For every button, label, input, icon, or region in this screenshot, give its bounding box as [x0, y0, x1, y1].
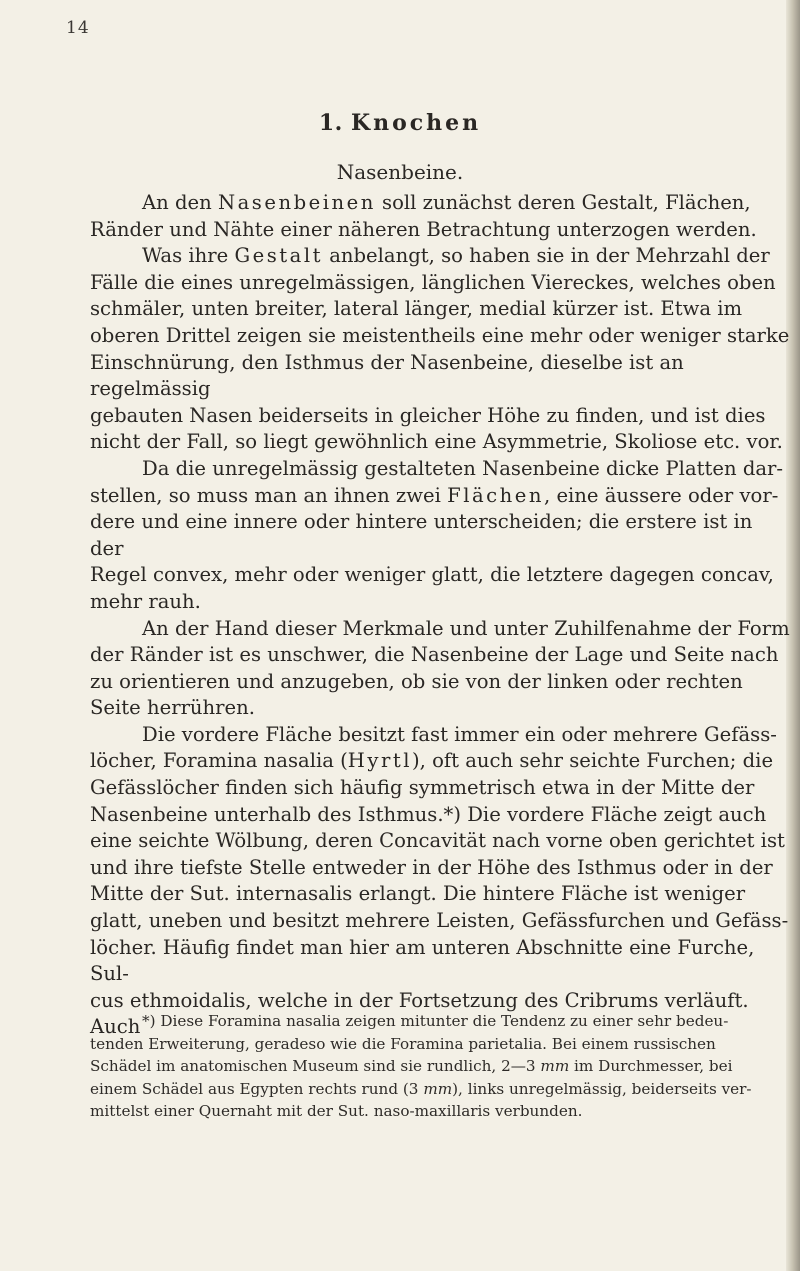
- footnotes: [90, 1010, 790, 1123]
- text-run: der Ränder ist es unschwer, die Nasenbeine der Lage und Seite nach: [90, 643, 779, 667]
- text-line: [90, 190, 790, 217]
- text-run: An den: [142, 191, 218, 214]
- text-line: [90, 775, 790, 802]
- text-line: [90, 828, 790, 855]
- text-run: dere und eine innere oder hintere unterscheiden; die erstere ist in der: [90, 510, 753, 560]
- paragraph: [90, 722, 790, 1041]
- section-title: Knochen: [350, 110, 482, 136]
- text-line: [90, 1033, 790, 1056]
- page-number: 14: [66, 18, 90, 38]
- text-line: [90, 935, 790, 988]
- section-number: 1.: [318, 110, 343, 136]
- text-line: [90, 589, 790, 616]
- text-run: mittelst einer Quernaht mit der Sut. naso-maxillaris verbunden.: [90, 1102, 583, 1121]
- text-line: [90, 881, 790, 908]
- italic-unit: mm: [423, 1079, 453, 1098]
- text-line: [90, 270, 790, 297]
- text-line: [90, 483, 790, 510]
- text-run: cus ethmoidalis, welche in der Fortsetzung des Cribrums verläuft. Auch: [90, 988, 749, 1039]
- paragraph: [90, 243, 790, 456]
- text-run: Die vordere Fläche besitzt fast immer ein oder mehrere Gefäss-: [142, 722, 777, 746]
- text-run: im Durchmesser, bei: [569, 1057, 733, 1076]
- text-line: [90, 1055, 790, 1078]
- text-run: Fälle die eines unregelmässigen, länglichen Viereckes, welches oben: [90, 270, 776, 294]
- text-run: Seite herrühren.: [90, 696, 255, 720]
- text-line: [90, 722, 790, 749]
- text-run: Was ihre: [142, 244, 235, 268]
- text-line: [90, 1078, 790, 1101]
- text-line: [90, 456, 790, 483]
- text-line: [90, 1100, 790, 1123]
- text-run: ), oft auch sehr seichte Furchen; die: [411, 749, 774, 773]
- text-run: glatt, uneben und besitzt mehrere Leisten, Gefässfurchen und Gefäss-: [90, 909, 789, 933]
- text-run: Ränder und Nähte einer näheren Betrachtung unterzogen werden.: [90, 217, 757, 241]
- text-line: [90, 695, 790, 722]
- body-text: [90, 190, 790, 1041]
- text-line: [90, 323, 790, 350]
- text-line: [90, 403, 790, 430]
- paragraph: [90, 190, 790, 243]
- spaced-emphasis: Flächen: [447, 483, 544, 507]
- text-line: [90, 509, 790, 562]
- text-run: ), links unregelmässig, beiderseits ver-: [452, 1079, 752, 1098]
- text-line: [90, 243, 790, 270]
- text-run: mehr rauh.: [90, 589, 201, 613]
- text-run: Mitte der Sut. internasalis erlangt. Die hintere Fläche ist weniger: [90, 882, 746, 906]
- text-line: [90, 748, 790, 775]
- text-line: [90, 217, 790, 244]
- text-line: [90, 855, 790, 882]
- text-line: [90, 616, 790, 643]
- text-run: löcher. Häufig findet man hier am unteren Abschnitte eine Furche, Sul-: [90, 935, 755, 986]
- text-run: , eine äussere oder vor-: [543, 483, 779, 507]
- text-run: oberen Drittel zeigen sie meistentheils eine mehr oder weniger starke: [90, 323, 790, 347]
- text-run: schmäler, unten breiter, lateral länger, medial kürzer ist. Etwa im: [90, 297, 743, 321]
- text-run: Nasenbeine unterhalb des Isthmus.*) Die vordere Fläche zeigt auch: [90, 802, 767, 826]
- text-run: zu orientieren und anzugeben, ob sie von der linken oder rechten: [90, 669, 743, 693]
- text-line: [90, 669, 790, 696]
- text-run: Gefässlöcher finden sich häufig symmetrisch etwa in der Mitte der: [90, 776, 755, 800]
- text-run: *) Diese Foramina nasalia zeigen mitunter die Tendenz zu einer sehr bedeu-: [142, 1012, 729, 1030]
- text-run: eine seichte Wölbung, deren Concavität nach vorne oben gerichtet ist: [90, 829, 785, 853]
- text-run: löcher, Foramina nasalia (: [90, 749, 348, 773]
- spaced-emphasis: Gestalt: [234, 244, 323, 268]
- text-line: [90, 802, 790, 829]
- text-run: stellen, so muss man an ihnen zwei: [90, 483, 448, 507]
- text-line: [90, 350, 790, 403]
- text-run: soll zunächst deren Gestalt, Flächen,: [375, 191, 751, 214]
- spaced-emphasis: Nasenbeinen: [217, 191, 376, 214]
- text-line: [90, 562, 790, 589]
- italic-unit: mm: [540, 1057, 570, 1076]
- text-line: [90, 296, 790, 323]
- text-line: [90, 642, 790, 669]
- text-run: Regel convex, mehr oder weniger glatt, die letztere dagegen concav,: [90, 563, 774, 587]
- text-run: einem Schädel aus Egypten rechts rund (3: [90, 1079, 424, 1098]
- text-run: Einschnürung, den Isthmus der Nasenbeine, dieselbe ist an regelmässig: [90, 350, 684, 401]
- text-line: [90, 1010, 790, 1033]
- text-run: gebauten Nasen beiderseits in gleicher Höhe zu finden, und ist dies: [90, 403, 766, 427]
- text-run: An der Hand dieser Merkmale und unter Zuhilfenahme der Form: [142, 616, 790, 640]
- text-run: nicht der Fall, so liegt gewöhnlich eine Asymmetrie, Skoliose etc. vor.: [90, 430, 783, 454]
- subheading: Nasenbeine.: [336, 160, 464, 184]
- text-run: anbelangt, so haben sie in der Mehrzahl der: [322, 244, 770, 268]
- text-line: [90, 908, 790, 935]
- paragraph: [90, 456, 790, 616]
- text-line: [90, 429, 790, 456]
- spaced-emphasis: Hyrtl: [347, 749, 412, 773]
- text-run: Schädel im anatomischen Museum sind sie rundlich, 2—3: [90, 1057, 541, 1076]
- text-run: tenden Erweiterung, geradeso wie die Foramina parietalia. Bei einem russischen: [90, 1034, 716, 1053]
- section-heading: [0, 110, 800, 136]
- footnote: [90, 1010, 790, 1123]
- text-run: und ihre tiefste Stelle entweder in der Höhe des Isthmus oder in der: [90, 855, 773, 879]
- paragraph: [90, 616, 790, 722]
- text-run: Da die unregelmässig gestalteten Nasenbeine dicke Platten dar-: [142, 456, 784, 480]
